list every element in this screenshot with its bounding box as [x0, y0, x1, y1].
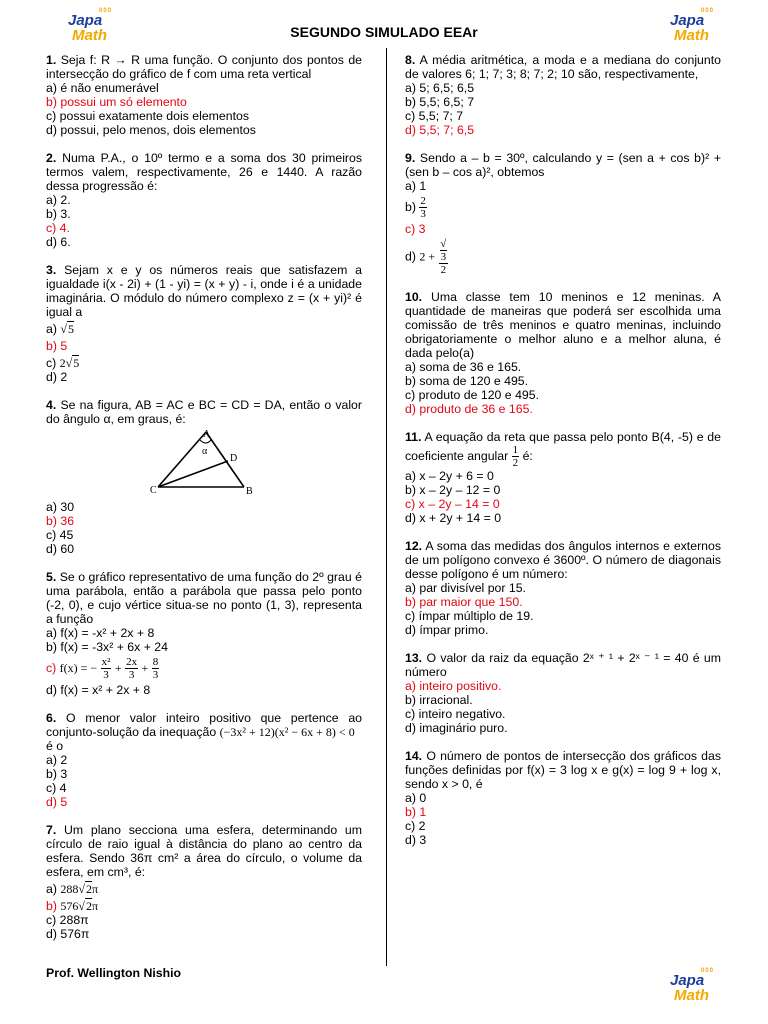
- option-c: c) possui exatamente dois elementos: [46, 109, 250, 123]
- option-c-answer: c) f(x) = − $\frac{\text{x²}}{3}$ + $\frac{2x}{3}$ + $\frac{8}{3}$: [46, 656, 159, 681]
- option-b-answer: b) 36: [46, 514, 75, 528]
- question-number: 14.: [405, 749, 423, 763]
- option-a: a) 0: [405, 791, 427, 805]
- option-b-answer: b) 576√2π: [46, 899, 99, 913]
- vertex-label-a: A: [203, 430, 211, 440]
- question-text: O número de pontos de intersecção dos gráficos das funções definidas por f(x) = 3 log x e g(x) = log 9 + log x, sendo x > 0, é: [405, 749, 721, 791]
- question-text: Sendo a – b = 30º, calculando y = (sen a + cos b)² + (sen b – cos a)², obtemos: [405, 151, 721, 179]
- option-a: a) 2: [46, 753, 68, 767]
- question-11: 11. A equação da reta que passa pelo ponto B(4, -5) e de coeficiente angular $\frac{1}{2}$ é: a) x – 2y + 6 = 0 b) x – 2y – 12 = 0 c) x – 2y – 14 = 0 d) x + 2y + 14 = 0: [405, 430, 721, 525]
- question-text: O menor valor inteiro positivo que pertence ao conjunto-solução da inequação: [46, 711, 362, 739]
- question-text: Uma classe tem 10 meninos e 12 meninas. A quantidade de maneiras que poderá ser escolhida uma comissão de três meninos e quatro meninas, incluindo obrigatoriamente o melhor aluno e a melhor aluna, é dada pelo(a): [405, 290, 722, 360]
- option-b: b) soma de 120 e 495.: [405, 374, 529, 388]
- question-text: A equação da reta que passa pelo ponto B(4, -5) e de coeficiente angular: [405, 430, 721, 463]
- option-a-answer: a) inteiro positivo.: [405, 679, 502, 693]
- question-number: 3.: [46, 263, 57, 277]
- vertex-label-c: C: [150, 485, 157, 496]
- question-6: [46, 711, 362, 809]
- option-b-answer: b) 1: [405, 805, 427, 819]
- question-number: 1.: [46, 53, 57, 67]
- option-c: c) ímpar múltiplo de 19.: [405, 609, 534, 623]
- question-text: O valor da raiz da equação 2ˣ ⁺ ¹ + 2ˣ ⁻ ¹ = 40 é um número: [405, 651, 721, 679]
- option-c: c) 2√5: [46, 356, 80, 370]
- option-d-answer: d) 5: [46, 795, 68, 809]
- option-c: c) 2: [405, 819, 426, 833]
- option-c: c) 5,5; 7; 7: [405, 109, 464, 123]
- option-b-answer: b) 5: [46, 339, 68, 353]
- option-b: b) $\frac{2}{3}$: [405, 195, 426, 220]
- vertex-label-b: B: [246, 486, 253, 496]
- option-a: a) 5; 6,5; 6,5: [405, 81, 475, 95]
- option-d: d) imaginário puro.: [405, 721, 508, 735]
- question-number: 11.: [405, 430, 422, 444]
- question-2: [46, 151, 362, 249]
- japa-math-logo: 000 Japa Math: [670, 968, 714, 1004]
- option-a: a) x – 2y + 6 = 0: [405, 469, 494, 483]
- option-d: d) 2: [46, 370, 68, 384]
- option-b: b) 3.: [46, 207, 71, 221]
- option-d: d) 576π: [46, 927, 90, 941]
- question-12: [405, 539, 721, 637]
- option-b-answer: b) possui um só elemento: [46, 95, 187, 109]
- option-b-answer: b) par maior que 150.: [405, 595, 523, 609]
- page-title: SEGUNDO SIMULADO EEAr: [290, 24, 478, 40]
- question-number: 13.: [405, 651, 423, 665]
- option-d: d) x + 2y + 14 = 0: [405, 511, 502, 525]
- question-13: [405, 651, 721, 735]
- question-text: Numa P.A., o 10º termo e a soma dos 30 primeiros termos valem, respectivamente, 26 e 1440. A razão dessa progressão é:: [46, 151, 363, 193]
- question-number: 2.: [46, 151, 57, 165]
- inequality-math: (−3x² + 12)(x² − 6x + 8) < 0: [219, 725, 355, 739]
- question-5: [46, 570, 362, 697]
- option-d: d) 2 + √ 3 2: [405, 238, 447, 276]
- option-a: a) 2.: [46, 193, 71, 207]
- question-number: 10.: [405, 290, 423, 304]
- question-3: [46, 263, 362, 384]
- option-c-answer: c) 4.: [46, 221, 70, 235]
- option-c: c) 288π: [46, 913, 89, 927]
- question-number: 8.: [405, 53, 416, 67]
- option-a: a) soma de 36 e 165.: [405, 360, 522, 374]
- option-c: c) 45: [46, 528, 74, 542]
- option-a: a) é não enumerável: [46, 81, 159, 95]
- question-7: [46, 823, 362, 941]
- question-number: 7.: [46, 823, 57, 837]
- option-c: c) 4: [46, 781, 67, 795]
- question-4: [46, 398, 362, 556]
- question-text-continued: é o: [46, 739, 64, 753]
- question-number: 5.: [46, 570, 57, 584]
- question-number: 6.: [46, 711, 57, 725]
- left-column: [46, 53, 362, 955]
- option-d: d) 3: [405, 833, 427, 847]
- question-text: Se na figura, AB = AC e BC = CD = DA, então o valor do ângulo α, em graus, é:: [46, 398, 362, 426]
- option-a: a) par divisível por 15.: [405, 581, 526, 595]
- option-a: a) 30: [46, 500, 75, 514]
- question-text: Seja f: R → R uma função. O conjunto dos pontos de intersecção do gráfico de f com uma reta vertical: [46, 53, 363, 81]
- question-number: 4.: [46, 398, 57, 412]
- triangle-diagram: [46, 430, 362, 496]
- vertex-label-d: D: [230, 453, 238, 464]
- option-b: b) 5,5; 6,5; 7: [405, 95, 475, 109]
- question-text: Se o gráfico representativo de uma função do 2º grau é uma parábola, então a parábola que passa pelo ponto (-2, 0), e cujo vértice situa-se no ponto (1, 3), representa a função: [46, 570, 363, 626]
- option-b: b) 3: [46, 767, 68, 781]
- option-a: a) 288√2π: [46, 882, 99, 896]
- question-8: [405, 53, 721, 137]
- column-divider: [386, 48, 387, 966]
- option-d: d) 6.: [46, 235, 71, 249]
- question-text: Um plano secciona uma esfera, determinando um círculo de raio igual à distância do plano ao centro da esfera. Sendo 36π cm² a área do círculo, o volume da esfera, em cm³, é:: [46, 823, 362, 879]
- option-d-answer: d) produto de 36 e 165.: [405, 402, 533, 416]
- question-1: [46, 53, 362, 137]
- option-a: a) 1: [405, 179, 427, 193]
- right-column: [405, 53, 721, 861]
- question-text: Sejam x e y os números reais que satisfazem a igualdade i(x - 2i) + (1 - yi) = (x + y) - i, onde i é a unidade imaginária. O módulo do número complexo z = (x + yi)² é igual a: [46, 263, 362, 319]
- option-b: b) f(x) = -3x² + 6x + 24: [46, 640, 168, 654]
- option-b: b) irracional.: [405, 693, 473, 707]
- option-a: a) √5: [46, 322, 74, 336]
- option-a: a) f(x) = -x² + 2x + 8: [46, 626, 155, 640]
- japa-math-logo: 000 Japa Math: [68, 8, 112, 44]
- triangle-figure: [46, 430, 362, 496]
- author-footer: Prof. Wellington Nishio: [46, 966, 182, 980]
- option-d: d) f(x) = x² + 2x + 8: [46, 683, 151, 697]
- option-c-answer: c) x – 2y – 14 = 0: [405, 497, 500, 511]
- option-d: d) 60: [46, 542, 75, 556]
- question-number: 12.: [405, 539, 423, 553]
- option-c: c) produto de 120 e 495.: [405, 388, 539, 402]
- option-d-answer: d) 5,5; 7; 6,5: [405, 123, 475, 137]
- option-d: d) ímpar primo.: [405, 623, 489, 637]
- angle-alpha-label: α: [202, 446, 208, 457]
- option-c: c) inteiro negativo.: [405, 707, 506, 721]
- question-text: A soma das medidas dos ângulos internos e externos de um polígono convexo é 3600º. O número de diagonais desse polígono é um número:: [405, 539, 721, 581]
- question-10: [405, 290, 721, 416]
- option-b: b) x – 2y – 12 = 0: [405, 483, 501, 497]
- question-text: A média aritmética, a moda e a mediana do conjunto de valores 6; 1; 7; 3; 8; 7; 2; 10 são, respectivamente,: [405, 53, 721, 81]
- question-14: [405, 749, 721, 847]
- question-number: 9.: [405, 151, 416, 165]
- question-9: [405, 151, 721, 276]
- option-c-answer: c) 3: [405, 222, 426, 236]
- japa-math-logo: 000 Japa Math: [670, 8, 714, 44]
- option-d: d) possui, pelo menos, dois elementos: [46, 123, 256, 137]
